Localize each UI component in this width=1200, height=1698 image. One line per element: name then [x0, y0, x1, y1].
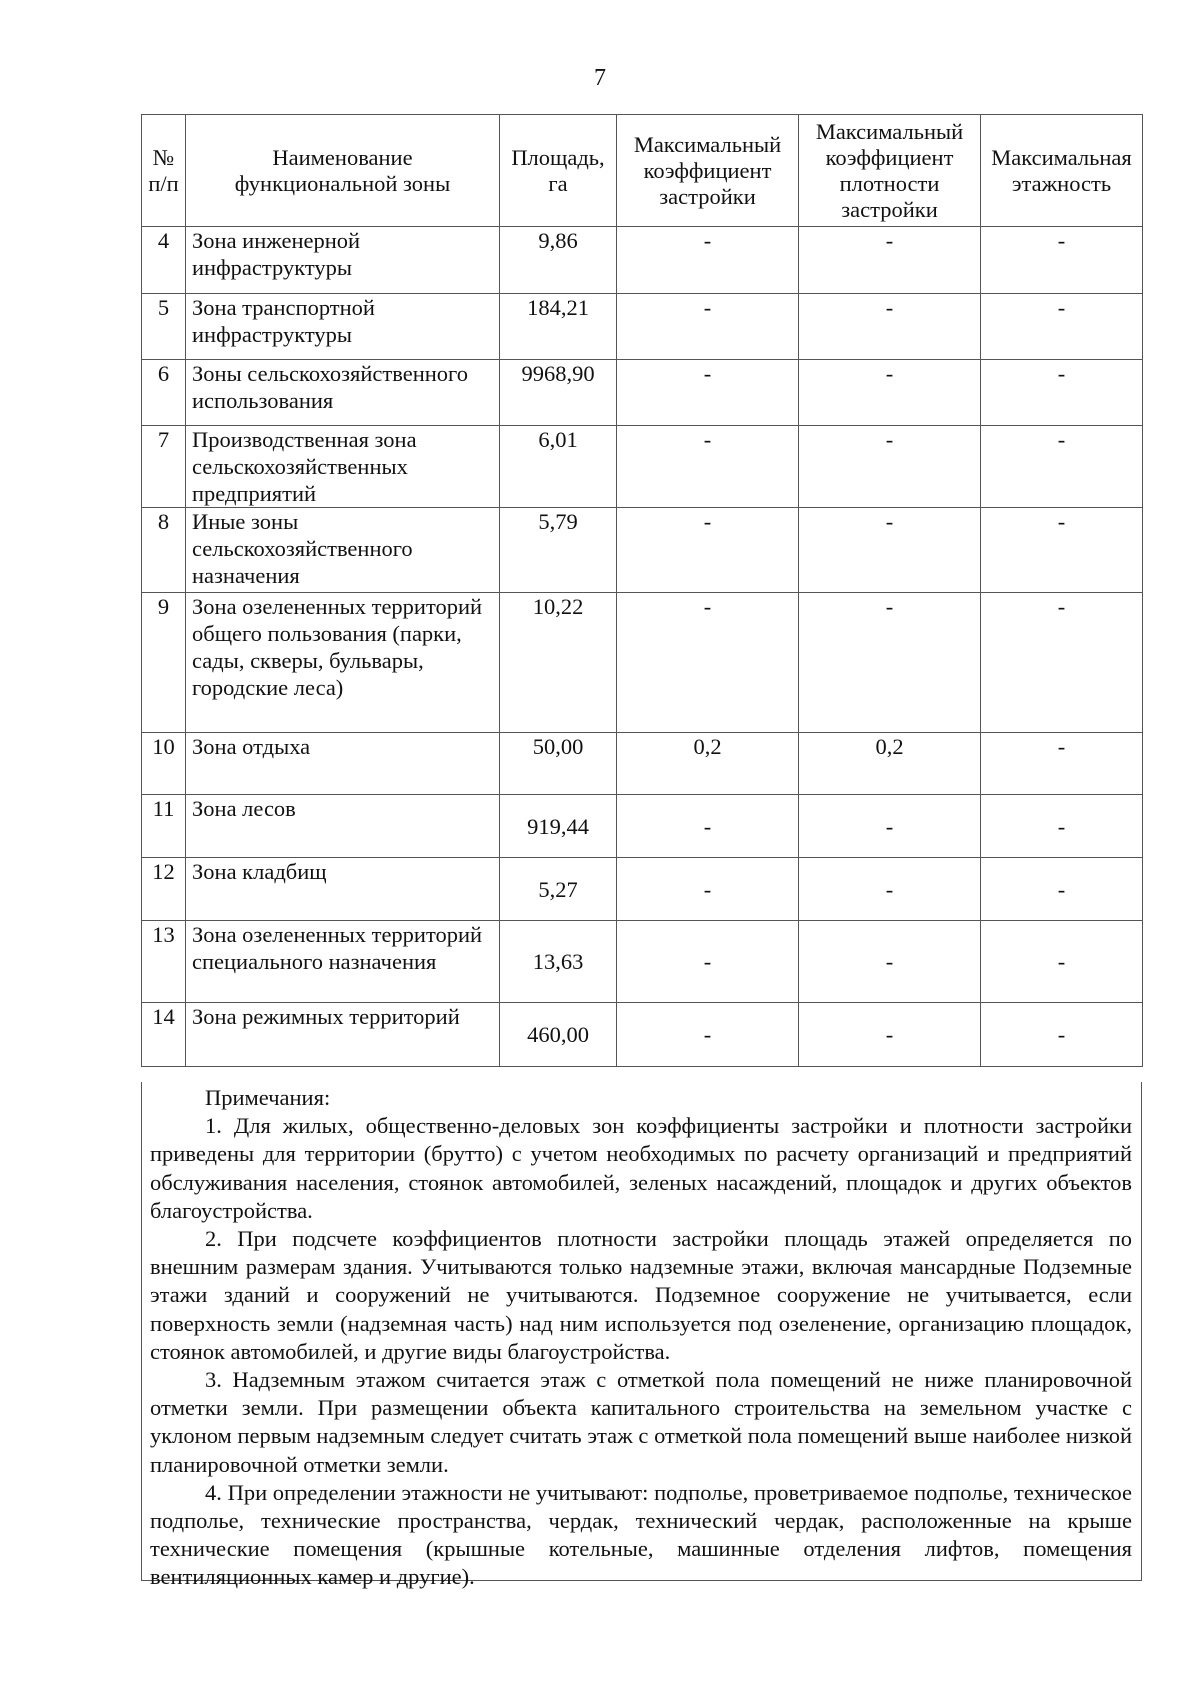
page-number: 7	[594, 65, 606, 91]
table-row	[142, 508, 1143, 593]
zone-floors: -	[981, 294, 1143, 360]
zone-coverage: -	[617, 294, 799, 360]
zone-area: 5,79	[500, 508, 617, 593]
zone-density: 0,2	[799, 733, 981, 795]
table-row	[142, 858, 1143, 921]
zone-coverage: -	[617, 426, 799, 508]
table-row	[142, 294, 1143, 360]
header-number: № п/п	[142, 115, 186, 227]
zone-area: 184,21	[500, 294, 617, 360]
zone-area: 10,22	[500, 593, 617, 733]
table-row	[142, 227, 1143, 294]
zone-floors: -	[981, 426, 1143, 508]
row-number: 13	[142, 921, 186, 1003]
zone-coverage: -	[617, 795, 799, 858]
notes-box	[141, 1082, 1142, 1590]
note-item: 1. Для жилых, общественно-деловых зон коэффициенты застройки и плотности застройки приведены для территории (брутто) с учетом необходимых по расчету организаций и предприятий обслуживания населения, стоянок автомобилей, зеленых насаждений, площадок и других объектов благоустройства.	[150, 1113, 1132, 1223]
header-max-floors: Максимальная этажность	[981, 115, 1143, 227]
zone-name: Зона лесов	[186, 795, 500, 858]
header-zone-name: Наименование функциональной зоны	[186, 115, 500, 227]
note-item: 3. Надземным этажом считается этаж с отметкой пола помещений не ниже планировочной отметки земли. При размещении объекта капитального строительства на земельном участке с уклоном первым надземным следует считать этаж с отметкой пола помещений выше наиболее низкой планировочной отметки земли.	[150, 1367, 1132, 1477]
zone-area: 50,00	[500, 733, 617, 795]
row-number: 10	[142, 733, 186, 795]
zone-area: 460,00	[500, 1003, 617, 1067]
row-number: 12	[142, 858, 186, 921]
zone-density: -	[799, 360, 981, 426]
notes-title: Примечания:	[205, 1085, 331, 1110]
zone-coverage: -	[617, 921, 799, 1003]
zone-name: Производственная зона сельскохозяйственных предприятий	[186, 426, 500, 508]
table-row	[142, 593, 1143, 733]
zone-name: Зона кладбищ	[186, 858, 500, 921]
functional-zones-table	[141, 114, 1143, 1067]
zone-coverage: -	[617, 858, 799, 921]
zone-area: 13,63	[500, 921, 617, 1003]
header-max-coverage: Максимальный коэффициент застройки	[617, 115, 799, 227]
row-number: 4	[142, 227, 186, 294]
table-header-row	[142, 115, 1143, 227]
note-item: 4. При определении этажности не учитывают: подполье, проветриваемое подполье, техническое подполье, технические пространства, чердак, технический чердак, расположенные на крыше технические помещения (крышные котельные, машинные отделения лифтов, помещения вентиляционных камер и другие).	[150, 1479, 1132, 1590]
row-number: 7	[142, 426, 186, 508]
zone-density: -	[799, 795, 981, 858]
zone-name: Зоны сельскохозяйственного использования	[186, 360, 500, 426]
zone-area: 5,27	[500, 858, 617, 921]
zone-floors: -	[981, 733, 1143, 795]
row-number: 8	[142, 508, 186, 593]
zone-density: -	[799, 508, 981, 593]
zone-area: 6,01	[500, 426, 617, 508]
table-row	[142, 921, 1143, 1003]
zone-name: Зона озелененных территорий общего пользования (парки, сады, скверы, бульвары, городские леса)	[186, 593, 500, 733]
zone-coverage: -	[617, 360, 799, 426]
zone-floors: -	[981, 593, 1143, 733]
zone-name: Зона отдыха	[186, 733, 500, 795]
row-number: 11	[142, 795, 186, 858]
zone-density: -	[799, 1003, 981, 1067]
zone-floors: -	[981, 227, 1143, 294]
zone-density: -	[799, 227, 981, 294]
zone-density: -	[799, 921, 981, 1003]
zone-density: -	[799, 858, 981, 921]
zone-floors: -	[981, 858, 1143, 921]
zone-density: -	[799, 426, 981, 508]
header-max-density: Максимальный коэффициент плотности застройки	[799, 115, 981, 227]
zone-name: Зона режимных территорий	[186, 1003, 500, 1067]
zone-name: Зона транспортной инфраструктуры	[186, 294, 500, 360]
zone-name: Зона озелененных территорий специального назначения	[186, 921, 500, 1003]
zone-density: -	[799, 294, 981, 360]
table-row	[142, 426, 1143, 508]
table-row	[142, 360, 1143, 426]
row-number: 14	[142, 1003, 186, 1067]
zone-coverage: -	[617, 227, 799, 294]
note-item: 2. При подсчете коэффициентов плотности застройки площадь этажей определяется по внешним размерам здания. Учитываются только надземные этажи, включая мансардные Подземные этажи зданий и сооружений не учитываются. Подземное сооружение не учитывается, если поверхность земли (надземная часть) над ним используется под озеленение, организацию площадок, стоянок автомобилей, и другие виды благоустройства.	[150, 1226, 1132, 1364]
row-number: 9	[142, 593, 186, 733]
zone-name: Иные зоны сельскохозяйственного назначения	[186, 508, 500, 593]
zone-floors: -	[981, 1003, 1143, 1067]
zone-area: 919,44	[500, 795, 617, 858]
zone-coverage: -	[617, 593, 799, 733]
zone-coverage: 0,2	[617, 733, 799, 795]
zone-coverage: -	[617, 508, 799, 593]
table-row	[142, 733, 1143, 795]
zone-floors: -	[981, 508, 1143, 593]
zone-density: -	[799, 593, 981, 733]
table-row	[142, 795, 1143, 858]
zone-coverage: -	[617, 1003, 799, 1067]
header-area: Площадь, га	[500, 115, 617, 227]
zone-area: 9968,90	[500, 360, 617, 426]
zone-area: 9,86	[500, 227, 617, 294]
table-row	[142, 1003, 1143, 1067]
zone-floors: -	[981, 921, 1143, 1003]
zone-floors: -	[981, 795, 1143, 858]
row-number: 6	[142, 360, 186, 426]
row-number: 5	[142, 294, 186, 360]
zone-name: Зона инженерной инфраструктуры	[186, 227, 500, 294]
zone-floors: -	[981, 360, 1143, 426]
